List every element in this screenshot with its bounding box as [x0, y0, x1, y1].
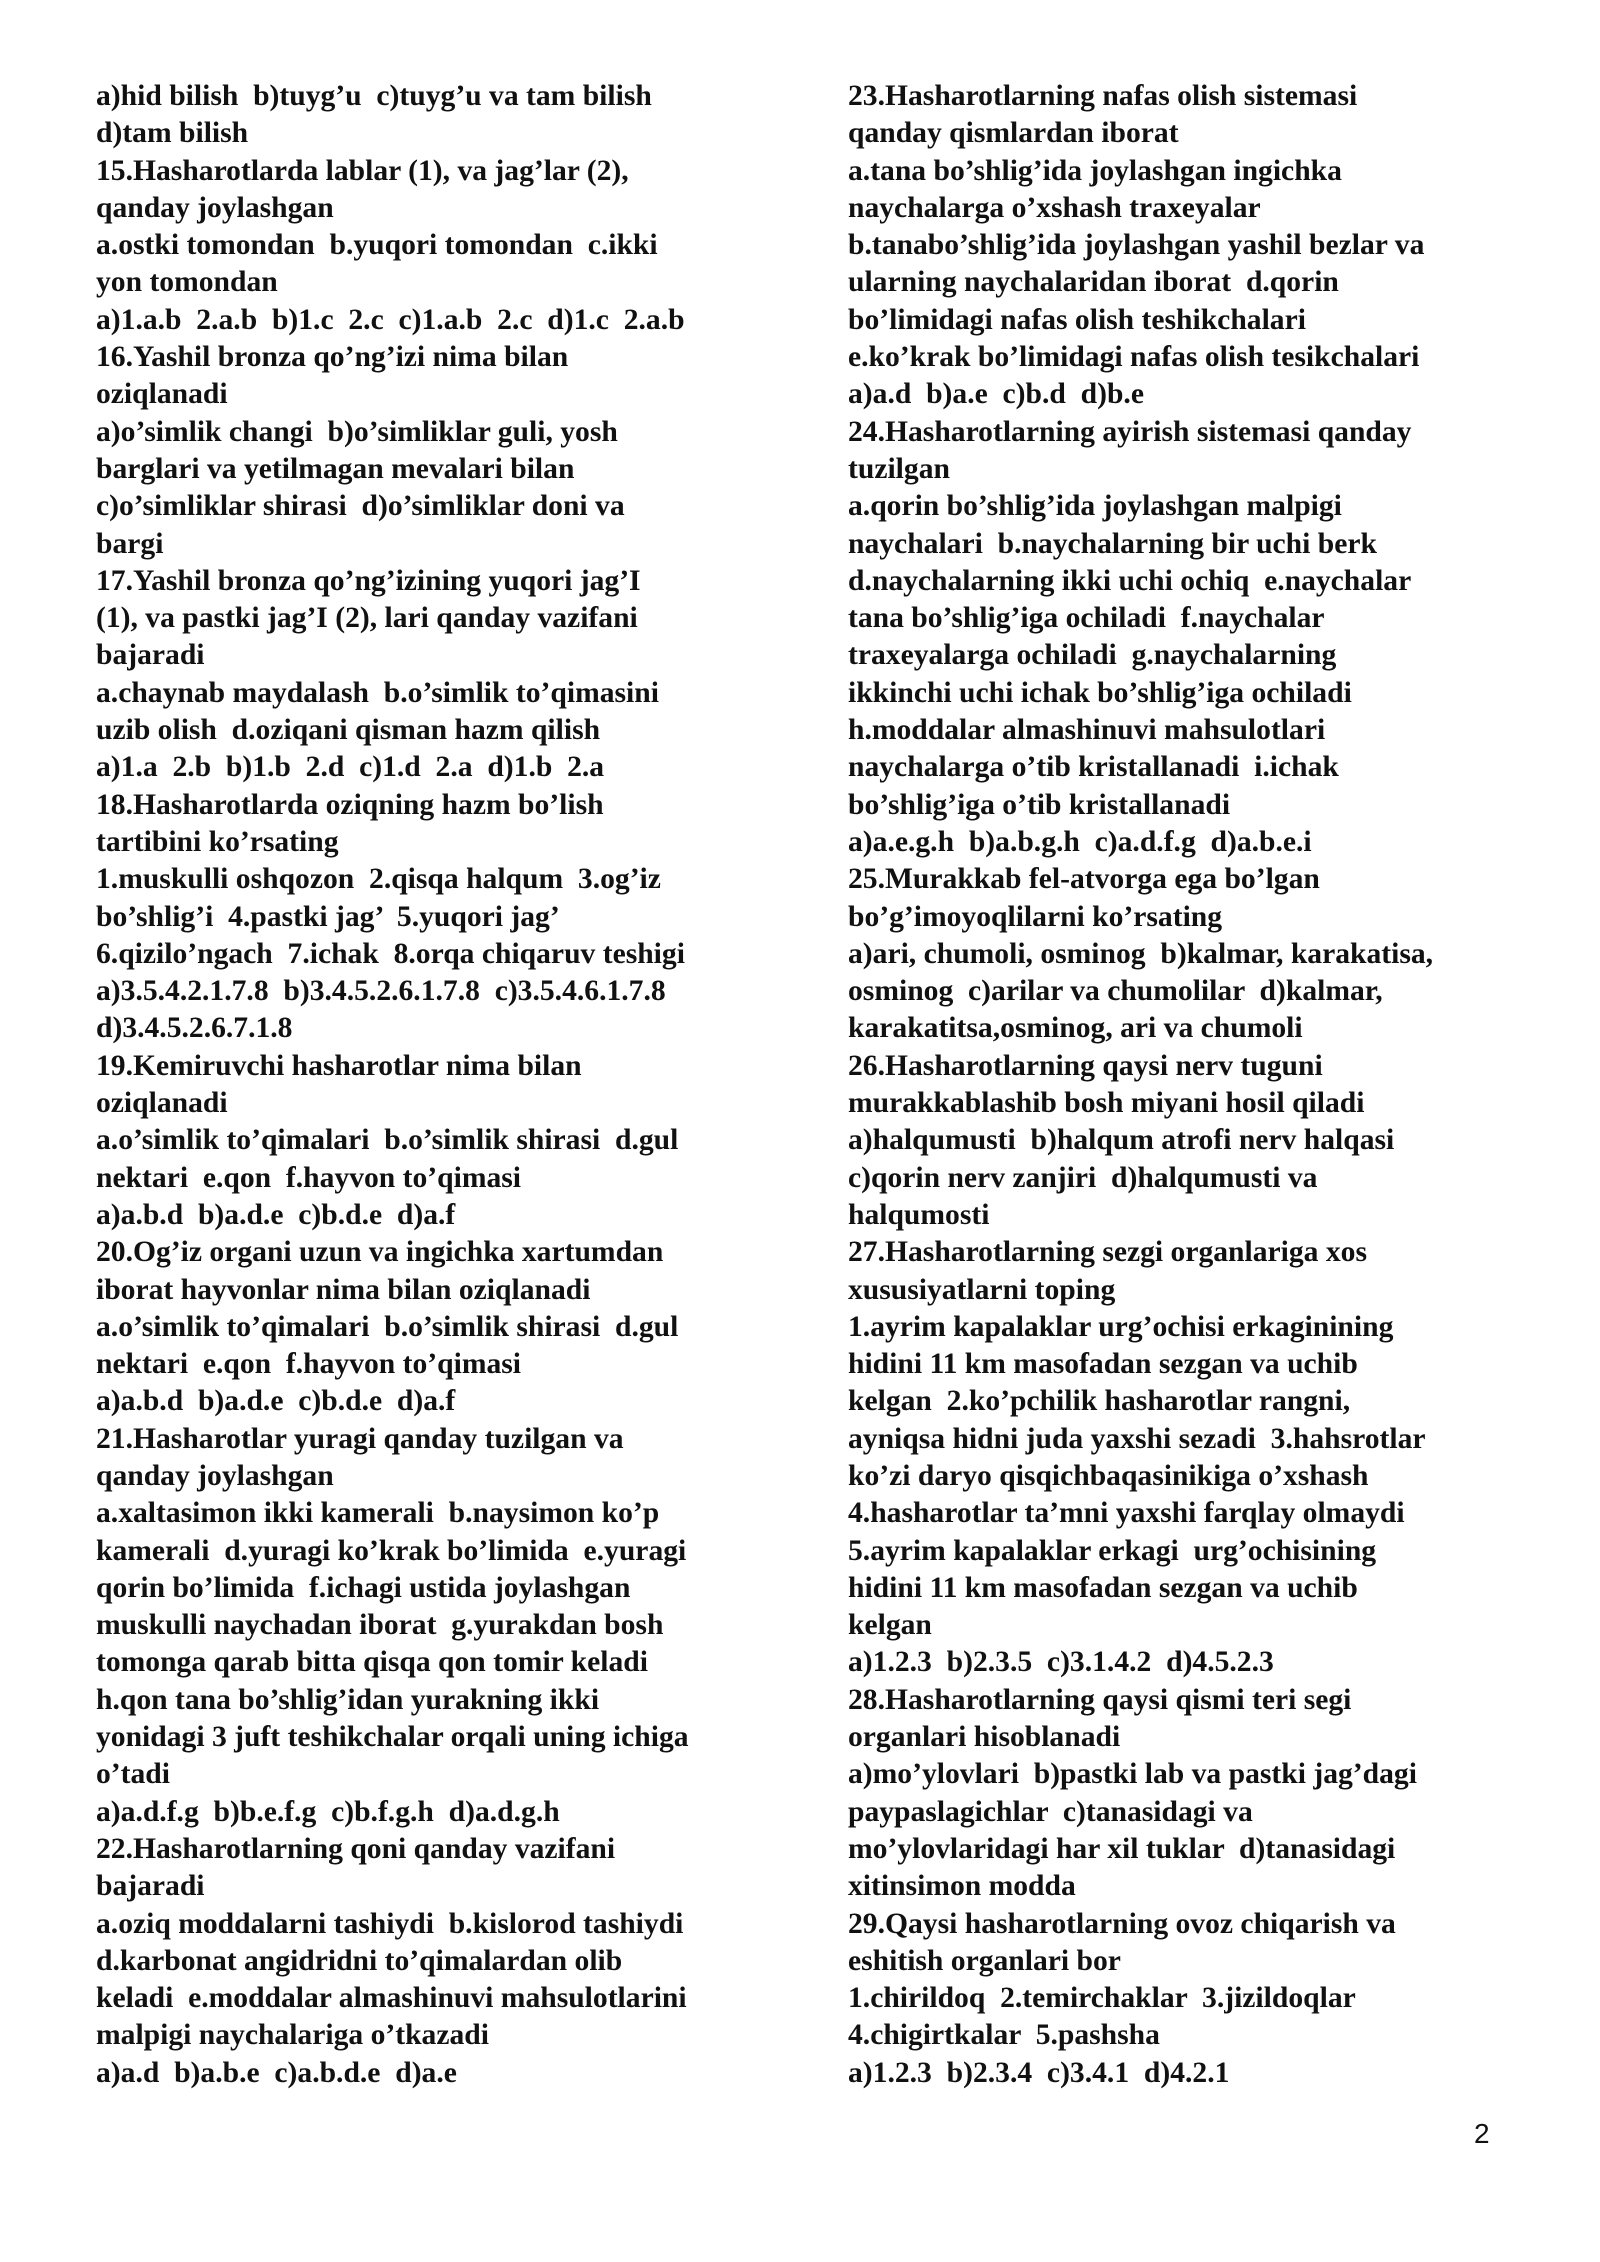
- text-line: a)1.a.b 2.a.b b)1.c 2.c c)1.a.b 2.c d)1.c 2.a.b: [96, 303, 685, 336]
- text-line: a)mo’ylovlari b)pastki lab va pastki jag’dagi: [848, 1758, 1417, 1791]
- text-line: yonidagi 3 juft teshikchalar orqali uning ichiga: [96, 1721, 689, 1754]
- text-line: a.o’simlik to’qimalari b.o’simlik shirasi d.gul: [96, 1124, 679, 1157]
- page-number: 2: [1474, 2118, 1490, 2149]
- text-line: (1), va pastki jag’I (2), lari qanday vazifani: [96, 602, 638, 635]
- text-line: xususiyatlarni toping: [848, 1273, 1116, 1306]
- text-line: oziqlanadi: [96, 378, 228, 411]
- text-line: c)qorin nerv zanjiri d)halqumusti va: [848, 1161, 1318, 1194]
- text-line: a)a.d b)a.b.e c)a.b.d.e d)a.e: [96, 2056, 457, 2089]
- text-line: organlari hisoblanadi: [848, 1721, 1121, 1754]
- text-line: c)o’simliklar shirasi d)o’simliklar doni va: [96, 490, 625, 523]
- text-line: murakkablashib bosh miyani hosil qiladi: [848, 1087, 1365, 1120]
- text-line: bargi: [96, 527, 164, 560]
- text-line: qanday joylashgan: [96, 191, 334, 224]
- text-line: a.tana bo’shlig’ida joylashgan ingichka: [848, 154, 1342, 187]
- text-line: bo’g’imoyoqlilarni ko’rsating: [848, 900, 1223, 933]
- text-line: 6.qizilo’ngach 7.ichak 8.orqa chiqaruv teshigi: [96, 937, 685, 970]
- text-line: a)a.b.d b)a.d.e c)b.d.e d)a.f: [96, 1198, 456, 1231]
- text-line: a)ari, chumoli, osminog b)kalmar, karakatisa,: [848, 937, 1434, 970]
- text-line: 28.Hasharotlarning qaysi qismi teri segi: [848, 1683, 1352, 1716]
- text-line: a.oziq moddalarni tashiydi b.kislorod tashiydi: [96, 1907, 684, 1940]
- text-line: bo’shlig’iga o’tib kristallanadi: [848, 788, 1231, 821]
- text-line: a)o’simlik changi b)o’simliklar guli, yosh: [96, 415, 618, 448]
- text-line: nektari e.qon f.hayvon to’qimasi: [96, 1161, 522, 1194]
- text-line: halqumosti: [848, 1198, 990, 1231]
- text-line: tartibini ko’rsating: [96, 825, 339, 858]
- text-line: a.qorin bo’shlig’ida joylashgan malpigi: [848, 490, 1342, 523]
- text-line: a)1.2.3 b)2.3.5 c)3.1.4.2 d)4.5.2.3: [848, 1646, 1274, 1679]
- text-line: bo’limidagi nafas olish teshikchalari: [848, 303, 1306, 336]
- text-line: o’tadi: [96, 1758, 170, 1791]
- text-line: naychalarga o’tib kristallanadi i.ichak: [848, 751, 1339, 784]
- text-line: a)a.d b)a.e c)b.d d)b.e: [848, 378, 1144, 411]
- text-line: 4.hasharotlar ta’mni yaxshi farqlay olmaydi: [848, 1497, 1405, 1530]
- text-line: ularning naychalaridan iborat d.qorin: [848, 266, 1339, 299]
- text-line: b.tanabo’shlig’ida joylashgan yashil bezlar va: [848, 229, 1425, 262]
- right-column: [848, 78, 1528, 2092]
- text-line: malpigi naychalariga o’tkazadi: [96, 2019, 489, 2052]
- text-line: muskulli naychadan iborat g.yurakdan bosh: [96, 1609, 664, 1642]
- text-line: mo’ylovlaridagi har xil tuklar d)tanasidagi: [848, 1832, 1396, 1865]
- text-line: a)1.a 2.b b)1.b 2.d c)1.d 2.a d)1.b 2.a: [96, 751, 605, 784]
- text-line: tomonga qarab bitta qisqa qon tomir keladi: [96, 1646, 648, 1679]
- text-line: iborat hayvonlar nima bilan oziqlanadi: [96, 1273, 591, 1306]
- text-line: 29.Qaysi hasharotlarning ovoz chiqarish va: [848, 1907, 1396, 1940]
- text-line: naychalari b.naychalarning bir uchi berk: [848, 527, 1377, 560]
- text-line: qanday qismlardan iborat: [848, 117, 1179, 150]
- text-line: h.qon tana bo’shlig’idan yurakning ikki: [96, 1683, 600, 1716]
- text-line: 27.Hasharotlarning sezgi organlariga xos: [848, 1236, 1367, 1269]
- text-line: ayniqsa hidni juda yaxshi sezadi 3.hahsrotlar: [848, 1422, 1426, 1455]
- text-line: 18.Hasharotlarda oziqning hazm bo’lish: [96, 788, 604, 821]
- text-line: a)1.2.3 b)2.3.4 c)3.4.1 d)4.2.1: [848, 2056, 1230, 2089]
- text-line: 20.Og’iz organi uzun va ingichka xartumdan: [96, 1236, 664, 1269]
- text-line: traxeyalarga ochiladi g.naychalarning: [848, 639, 1337, 672]
- text-line: oziqlanadi: [96, 1087, 228, 1120]
- text-line: tuzilgan: [848, 452, 950, 485]
- text-line: a.o’simlik to’qimalari b.o’simlik shirasi d.gul: [96, 1310, 679, 1343]
- text-line: tana bo’shlig’iga ochiladi f.naychalar: [848, 602, 1325, 635]
- text-line: a)a.e.g.h b)a.b.g.h c)a.d.f.g d)a.b.e.i: [848, 825, 1312, 858]
- text-line: naychalarga o’xshash traxeyalar: [848, 191, 1261, 224]
- text-line: 25.Murakkab fel-atvorga ega bo’lgan: [848, 863, 1320, 896]
- text-line: 17.Yashil bronza qo’ng’izining yuqori jag’I: [96, 564, 641, 597]
- text-line: uzib olish d.oziqani qisman hazm qilish: [96, 714, 601, 747]
- text-line: 16.Yashil bronza qo’ng’izi nima bilan: [96, 341, 569, 374]
- text-line: eshitish organlari bor: [848, 1944, 1121, 1977]
- text-line: barglari va yetilmagan mevalari bilan: [96, 452, 575, 485]
- text-line: 23.Hasharotlarning nafas olish sistemasi: [848, 80, 1358, 112]
- text-line: a.xaltasimon ikki kamerali b.naysimon ko’p: [96, 1497, 660, 1530]
- text-line: yon tomondan: [96, 266, 278, 299]
- text-line: qorin bo’limida f.ichagi ustida joylashgan: [96, 1571, 631, 1604]
- text-line: bajaradi: [96, 1870, 205, 1903]
- text-line: d)tam bilish: [96, 117, 249, 150]
- text-line: qanday joylashgan: [96, 1459, 334, 1492]
- text-line: bajaradi: [96, 639, 205, 672]
- text-line: a)a.d.f.g b)b.e.f.g c)b.f.g.h d)a.d.g.h: [96, 1795, 560, 1828]
- text-line: nektari e.qon f.hayvon to’qimasi: [96, 1348, 522, 1381]
- text-line: 5.ayrim kapalaklar erkagi urg’ochisining: [848, 1534, 1377, 1567]
- text-line: 24.Hasharotlarning ayirish sistemasi qanday: [848, 415, 1412, 448]
- left-column: [96, 78, 776, 2092]
- text-line: 15.Hasharotlarda lablar (1), va jag’lar (2),: [96, 154, 629, 187]
- text-line: kelgan: [848, 1609, 932, 1642]
- text-line: 26.Hasharotlarning qaysi nerv tuguni: [848, 1049, 1323, 1082]
- text-line: 1.ayrim kapalaklar urg’ochisi erkaginining: [848, 1310, 1394, 1343]
- text-line: keladi e.moddalar almashinuvi mahsulotlarini: [96, 1982, 687, 2015]
- text-line: kelgan 2.ko’pchilik hasharotlar rangni,: [848, 1385, 1351, 1418]
- text-line: a)a.b.d b)a.d.e c)b.d.e d)a.f: [96, 1385, 456, 1418]
- text-line: d.naychalarning ikki uchi ochiq e.naychalar: [848, 564, 1412, 597]
- text-line: bo’shlig’i 4.pastki jag’ 5.yuqori jag’: [96, 900, 560, 933]
- text-line: a)3.5.4.2.1.7.8 b)3.4.5.2.6.1.7.8 c)3.5.4.6.1.7.8: [96, 975, 666, 1008]
- text-line: kamerali d.yuragi ko’krak bo’limida e.yuragi: [96, 1534, 687, 1567]
- text-line: 19.Kemiruvchi hasharotlar nima bilan: [96, 1049, 582, 1082]
- text-line: a.chaynab maydalash b.o’simlik to’qimasini: [96, 676, 659, 709]
- text-line: a.ostki tomondan b.yuqori tomondan c.ikki: [96, 229, 658, 262]
- text-line: 4.chigirtkalar 5.pashsha: [848, 2019, 1160, 2052]
- text-line: ikkinchi uchi ichak bo’shlig’iga ochiladi: [848, 676, 1352, 709]
- text-line: a)hid bilish b)tuyg’u c)tuyg’u va tam bilish: [96, 80, 652, 112]
- text-line: 21.Hasharotlar yuragi qanday tuzilgan va: [96, 1422, 624, 1455]
- text-line: e.ko’krak bo’limidagi nafas olish tesikchalari: [848, 341, 1420, 374]
- text-line: xitinsimon modda: [848, 1870, 1076, 1903]
- text-line: h.moddalar almashinuvi mahsulotlari: [848, 714, 1326, 747]
- text-line: ko’zi daryo qisqichbaqasinikiga o’xshash: [848, 1459, 1369, 1492]
- text-line: d)3.4.5.2.6.7.1.8: [96, 1012, 293, 1045]
- text-line: d.karbonat angidridni to’qimalardan olib: [96, 1944, 623, 1977]
- text-line: hidini 11 km masofadan sezgan va uchib: [848, 1348, 1358, 1381]
- text-line: karakatitsa,osminog, ari va chumoli: [848, 1012, 1303, 1045]
- text-line: 1.muskulli oshqozon 2.qisqa halqum 3.og’iz: [96, 863, 661, 896]
- text-line: 1.chirildoq 2.temirchaklar 3.jizildoqlar: [848, 1982, 1356, 2015]
- text-line: paypaslagichlar c)tanasidagi va: [848, 1795, 1253, 1828]
- text-line: hidini 11 km masofadan sezgan va uchib: [848, 1571, 1358, 1604]
- text-line: a)halqumusti b)halqum atrofi nerv halqasi: [848, 1124, 1395, 1157]
- text-line: 22.Hasharotlarning qoni qanday vazifani: [96, 1832, 616, 1865]
- text-line: osminog c)arilar va chumolilar d)kalmar,: [848, 975, 1383, 1008]
